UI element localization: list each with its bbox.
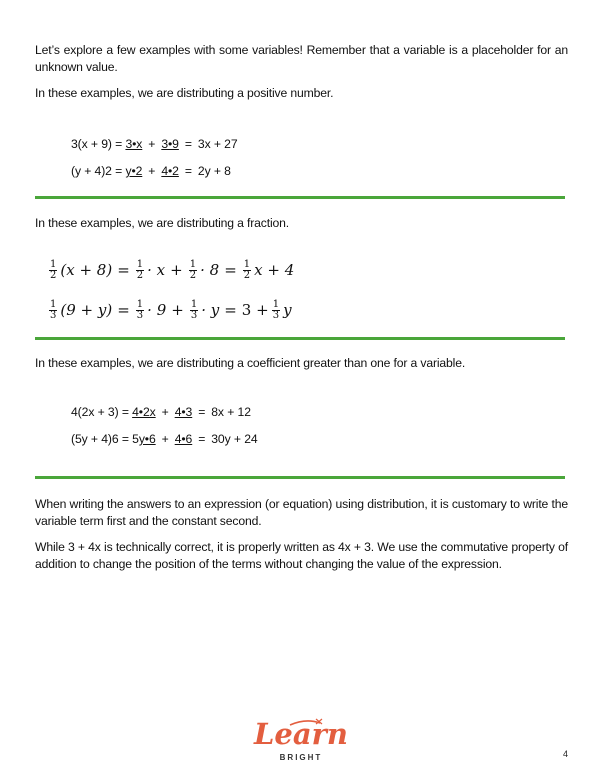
- eq-lhs: 3(x + 9) =: [71, 137, 126, 151]
- eq-equals: =: [198, 432, 206, 446]
- eq-term: y•6: [138, 432, 156, 446]
- equation-coefficient-2: [71, 431, 258, 447]
- page-number: 4: [563, 749, 569, 759]
- eq-equals: =: [184, 137, 192, 151]
- eq-term: y•2: [125, 164, 143, 178]
- eq-term: 4•2x: [132, 405, 156, 419]
- eq-result: 2y + 8: [197, 164, 231, 178]
- eq-plus: +: [148, 164, 156, 178]
- fraction-heading: In these examples, we are distributing a fraction.: [35, 216, 289, 230]
- eq-term: 4•3: [174, 405, 193, 419]
- fraction: $\frac{1}{2}$: [136, 258, 144, 281]
- section-divider: [35, 476, 565, 479]
- equation-coefficient-1: [71, 404, 251, 420]
- eq-term: 3•9: [161, 137, 179, 151]
- expr-part: y: [283, 301, 292, 319]
- expr-part: · x: [147, 261, 166, 279]
- fraction: $\frac{1}{2}$: [189, 258, 197, 281]
- equation-positive-2: [71, 163, 231, 179]
- expr-part: (9 + y): [60, 301, 113, 319]
- fraction: $\frac{1}{3}$: [190, 298, 198, 321]
- coefficient-heading: In these examples, we are distributing a coefficient greater than one for a variable.: [35, 356, 466, 370]
- eq-term: 3•x: [125, 137, 143, 151]
- fraction: $\frac{1}{3}$: [50, 298, 57, 321]
- eq-plus: +: [171, 301, 184, 319]
- eq-plus: +: [161, 405, 169, 419]
- learn-bright-logo: [246, 715, 356, 765]
- intro-paragraph: Let’s explore a few examples with some variables! Remember that a variable is a placeholder for an unknown value.: [35, 43, 568, 74]
- expr-part: · 8: [200, 261, 220, 279]
- equation-positive-1: [71, 136, 238, 152]
- eq-equals: =: [184, 164, 192, 178]
- section-divider: [35, 196, 565, 199]
- eq-equals: =: [198, 405, 206, 419]
- closing-paragraph-1: When writing the answers to an expression (or equation) using distribution, it is customary to write the variable term first and the constant second.: [35, 497, 568, 528]
- eq-result: 8x + 12: [211, 405, 251, 419]
- expr-part: · 9: [147, 301, 167, 319]
- logo-subtitle: BRIGHT: [279, 753, 323, 762]
- eq-plus: +: [170, 261, 183, 279]
- eq-plus: +: [148, 137, 156, 151]
- eq-plus: +: [161, 432, 169, 446]
- fraction-equation-2: [47, 296, 293, 324]
- eq-equals: =: [117, 301, 130, 319]
- fraction: $\frac{1}{3}$: [272, 298, 280, 321]
- eq-term: 4•6: [174, 432, 193, 446]
- fraction-equation-1: [47, 256, 295, 284]
- eq-lhs: (y + 4)2 =: [71, 164, 126, 178]
- eq-result: 30y + 24: [211, 432, 258, 446]
- expr-part: x + 4: [254, 261, 295, 279]
- expr-part: 3 +: [241, 301, 269, 319]
- positive-heading: In these examples, we are distributing a positive number.: [35, 86, 334, 100]
- eq-equals: =: [224, 261, 237, 279]
- eq-equals: =: [117, 261, 130, 279]
- logo-wordmark: Learn: [254, 717, 348, 751]
- closing-paragraph-2: While 3 + 4x is technically correct, it is properly written as 4x + 3. We use the commutative property of addition to change the position of the terms without changing the value of the expression.: [35, 540, 568, 571]
- eq-lhs: 4(2x + 3) =: [71, 405, 133, 419]
- eq-result: 3x + 27: [197, 137, 238, 151]
- fraction: $\frac{1}{2}$: [243, 258, 251, 281]
- eq-lhs: (5y + 4)6 = 5: [71, 432, 139, 446]
- expr-part: (x + 8): [60, 261, 113, 279]
- fraction: $\frac{1}{3}$: [136, 298, 144, 321]
- eq-term: 4•2: [161, 164, 179, 178]
- expr-part: · y: [201, 301, 220, 319]
- fraction: $\frac{1}{2}$: [50, 258, 57, 281]
- eq-equals: =: [224, 301, 237, 319]
- section-divider: [35, 337, 565, 340]
